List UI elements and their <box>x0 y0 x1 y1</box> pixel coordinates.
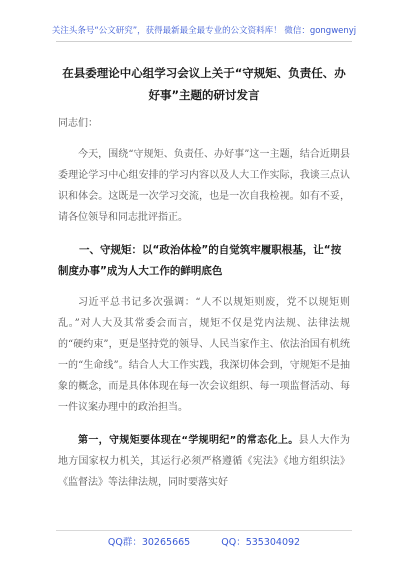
footer-divider <box>56 530 352 531</box>
intro-paragraph: 今天，围绕“守规矩、负责任、办好事”这一主题，结合近期县委理论学习中心组安排的学习内容以及人大工作实际，我谈三点认识和体会。这既是一次学习交流，也是一次自我检视。如有不妥，请各位领导和同志批评指正。 <box>58 149 350 223</box>
footer-qq: QQ：535304092 <box>221 537 301 548</box>
footer-qq-group: QQ群：30265665 <box>107 537 191 548</box>
header-divider <box>56 41 352 42</box>
document-body <box>58 62 350 505</box>
section-2-text: 县人大作为地方国家权力机关，其运行必须严格遵循《宪法》《地方组织法》《监督法》等法律法规，同时要落实好 <box>58 435 351 488</box>
section-2-paragraph <box>58 430 350 493</box>
header-banner: 关注头条号“公文研究”，获得最新最全最专业的公文资料库！ 微信：gongwenyj <box>51 26 357 36</box>
section-2-lead: 第一，守规矩要体现在“学规明纪”的常态化上。 <box>78 435 299 446</box>
section-heading-1: 一、守规矩：以“政治体检”的自觉筑牢履职根基，让“按制度办事”成为人大工作的鲜明底色 <box>58 244 342 277</box>
greeting: 同志们： <box>58 118 98 129</box>
section-1-paragraph: 习近平总书记多次强调：“人不以规矩则废，党不以规矩则乱。”对人大及其常委会而言，规矩不仅是党内法规、法律法规的“硬约束”，更是坚持党的领导、人民当家作主、依法治国有机统一的“生命线”。结合人大工作实践，我深切体会到，守规矩不是抽象的概念，而是具体体现在每一次会议组织、每一项监督活动、每一件议案办理中的政治担当。 <box>58 297 350 413</box>
footer-contacts <box>0 534 408 548</box>
document-title: 在县委理论中心组学习会议上关于“守规矩、负责任、办好事”主题的研讨发言 <box>62 66 346 102</box>
